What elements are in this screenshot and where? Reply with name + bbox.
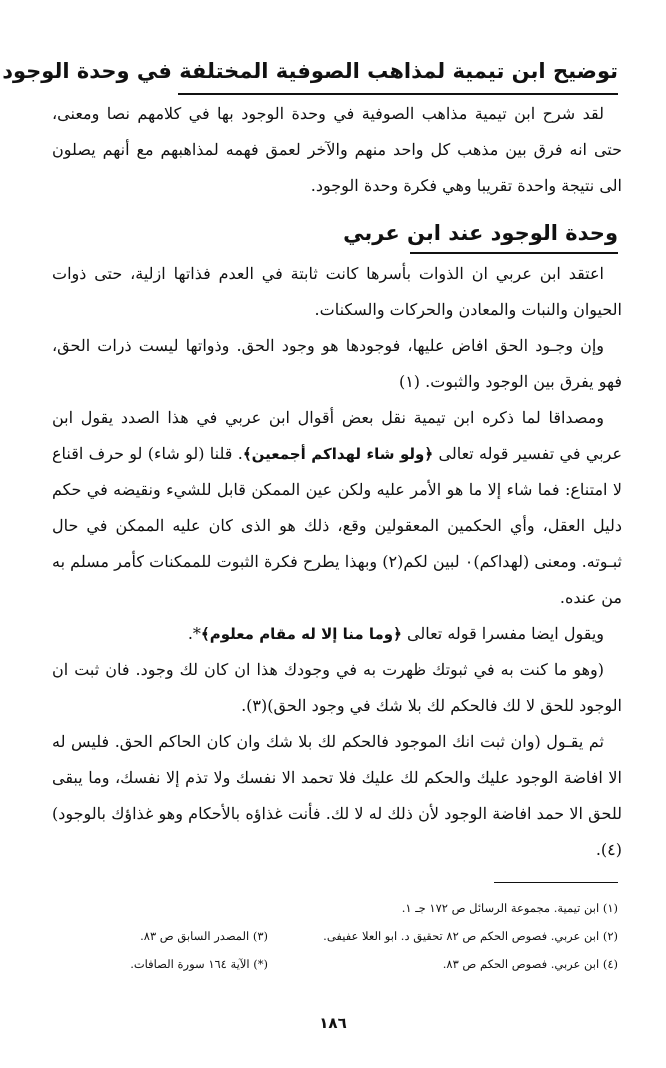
section-heading-ibn-arabi: وحدة الوجود عند ابن عربي [343, 221, 618, 245]
footnote-line [46, 922, 618, 950]
paragraph-text: ومصداقا لما ذكره ابن تيمية نقل بعض أقوال ابن عربي في هذا الصدد يقول ابن عربي في تفسير قوله تعالى [52, 408, 623, 463]
footnote-1: (١) ابن تيمية. مجموعة الرسائل ص ١٧٢ جـ ١. [401, 901, 618, 915]
footnote-line [46, 950, 618, 978]
quran-quote: ﴿وما منا إلا له مقام معلوم﴾ [200, 625, 402, 643]
paragraph [52, 400, 622, 616]
footnote-separator [494, 882, 618, 883]
footnote-4: (٤) ابن عربي. فصوص الحكم ص ٨٣. [442, 957, 618, 971]
footnote-2: (٢) ابن عربي. فصوص الحكم ص ٨٢ تحقيق د. ابو العلا عفيفى. [323, 929, 618, 943]
footnote-marker: *. [187, 624, 201, 643]
paragraph: اعتقد ابن عربي ان الذوات بأسرها كانت ثابتة في العدم فذاتها ازلية، حتى ذوات الحيوان والنبات والمعادن والحركات والسكنات. [52, 264, 622, 319]
paragraph-text: ويقول ايضا مفسرا قوله تعالى [407, 624, 604, 643]
footnote-3: (٣) المصدر السابق ص ٨٣. [140, 929, 268, 943]
paragraph: ثم يقـول (وان ثبت انك الموجود فالحكم لك بلا شك وان كان الحاكم الحق. فليس له الا افاضة الوجود عليك والحكم لك عليك فلا تحمد الا نفسك ولا تذم إلا نفسك، وما يبقى للحق الا حمد افاضة الوجود لأن ذلك له لا لك. فأنت غذاؤه بالأحكام وهو غذاؤك بالوجود)(٤). [52, 732, 623, 859]
quran-quote: ﴿ولو شاء لهداكم أجمعين﴾ [242, 445, 434, 463]
paragraph: لقد شرح ابن تيمية مذاهب الصوفية في وحدة الوجود بها في كلامهم نصا ومعنى، حتى انه فرق بين مذهب كل واحد منهم والآخر لعمق فهمه لمذاهبهم مع أنهم يصلون الى نتيجة واحدة تقريبا وهي فكرة وحدة الوجود. [52, 104, 622, 195]
paragraph-text: . قلنا (لو شاء) لو حرف اقناع لا امتناع: فما شاء إلا ما هو الأمر عليه ولكن عين الممكن قابل للشيء ونقيضه في حكم دليل العقل، وأي الحكمين المعقولين وقع، ذلك هو الذى كان عليه الممكن في حال ثبـوته. ومعنى (لهداكم)٠ لبين لكم(٢) وبهذا يطرح فكرة الثبوت للممكنات كأمر مسلم به من عنده. [52, 444, 623, 607]
section-heading-ibn-taymiyya: توضيح ابن تيمية لمذاهب الصوفية المختلفة في وحدة الوجود [2, 59, 618, 83]
footnote-5: (*) الآية ١٦٤ سورة الصافات. [130, 957, 268, 971]
paragraph: (وهو ما كنت به في ثبوتك ظهرت به في وجودك هذا ان كان لك وجود. فان ثبت ان الوجود للحق لا لك فالحكم لك بلا شك في وجود الحق)(٣). [52, 660, 622, 715]
paragraph: وإن وجـود الحق افاض عليها، فوجودها هو وجود الحق. وذواتها ليست ذرات الحق، فهو يفرق بين الوجود والثبوت. (١) [52, 336, 622, 391]
footnotes [46, 894, 618, 978]
heading-underline [178, 93, 618, 95]
footnote-line [46, 894, 618, 922]
section2-body [52, 256, 622, 868]
page-number: ١٨٦ [319, 1014, 347, 1032]
paragraph [52, 616, 622, 652]
section1-body [52, 96, 622, 204]
heading-underline [410, 252, 618, 254]
